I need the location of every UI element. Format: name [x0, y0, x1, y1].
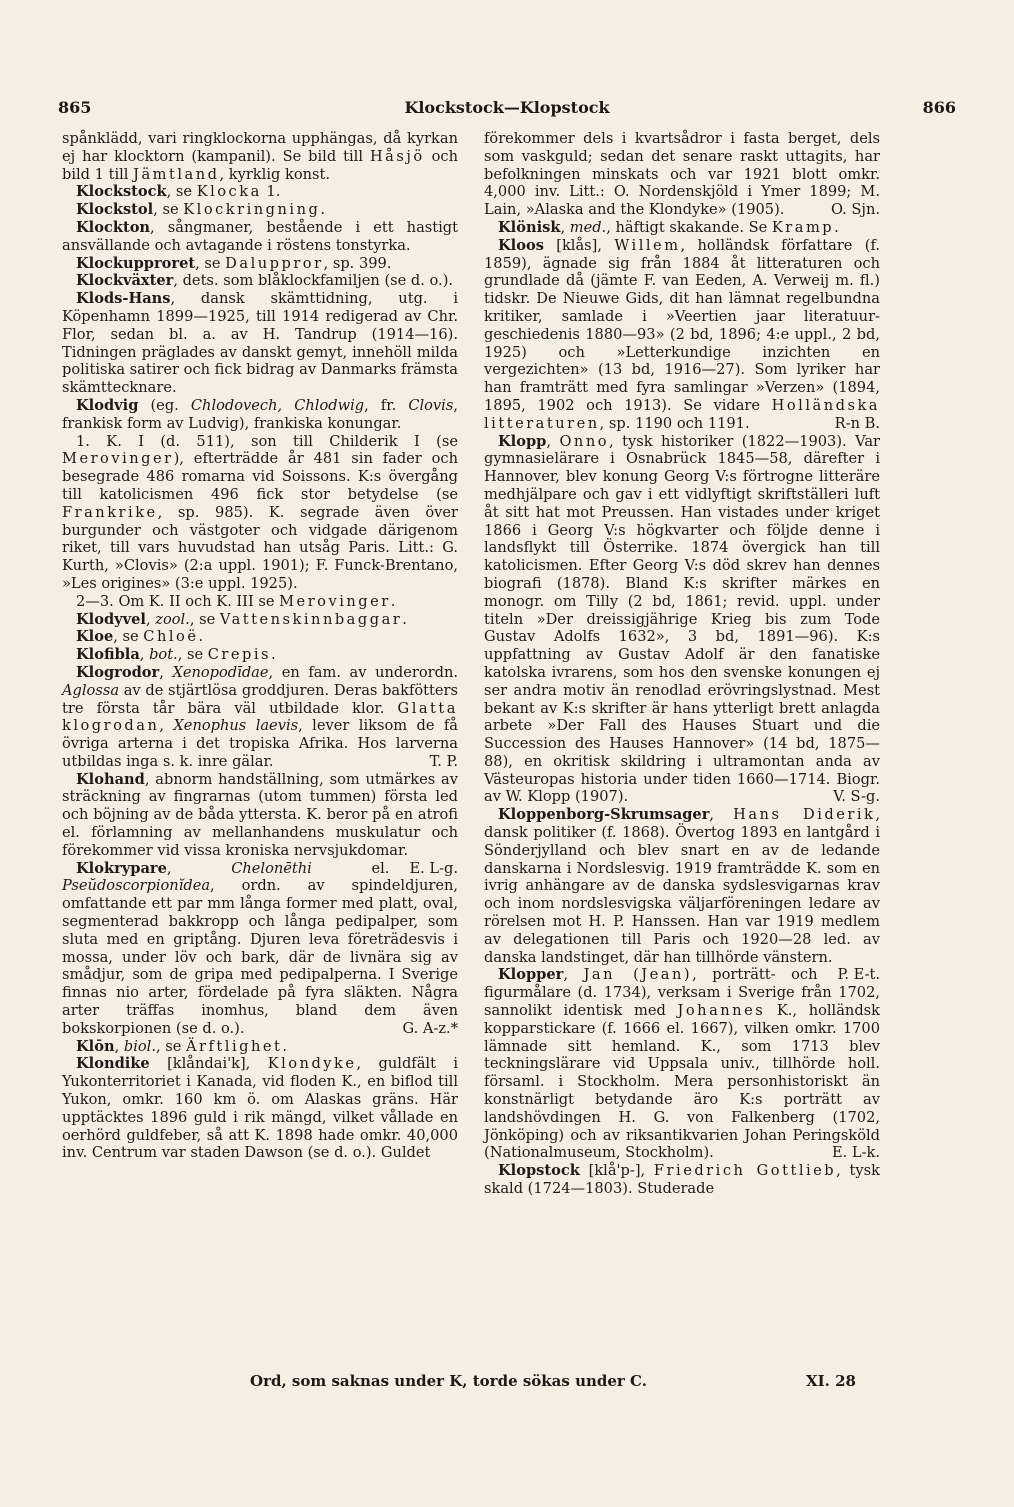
- entry-continuation: förekommer dels i kvartsådror i fasta berget, dels som vaskguld; sedan det senare raskt uttagits, har befolkningen minskats och var 1921 blott omkr. 4,000 inv. Litt.: O. Nordenskjöld i Ymer 1899; M. Lain, »Alaska and the Klondyke» (1905). O. Sjn.: [484, 130, 880, 219]
- entry-klopstock: Klopstock [klå'p-], Friedrich Gottlieb, tysk skald (1724—1803). Studerade: [484, 1162, 880, 1198]
- headword: Kloos: [498, 236, 544, 254]
- sheet-signature: XI. 28: [806, 1372, 856, 1390]
- entry-klockupproret: Klockupproret, se Daluppror, sp. 399.: [76, 254, 392, 272]
- headword: Klogrodor: [76, 663, 160, 681]
- author-signature: P. E-t.: [837, 966, 880, 984]
- running-head: Klockstock—Klopstock: [404, 98, 610, 117]
- entry-klodvig: Klodvig (eg. Chlodovech, Chlodwig, fr. Clovis, frankisk form av Ludvig), frankiska konungar.: [62, 396, 458, 432]
- headword: Klofibla: [76, 646, 140, 664]
- headword: Kloppenborg-Skrumsager: [498, 806, 710, 824]
- entry-kloppenborg: Kloppenborg-Skrumsager, Hans Diderik, dansk politiker (f. 1868). Övertog 1893 en lantgård i Sönderjylland och blev snart en av de ledande danskarna i Nordslesvig. 1919 framträdde K. som en ivrig anhängare av de danska sydslesvigarnas krav och inom nordslesvigska väljarföreningen ledare av rörelsen mot H. P. Hanssen. Han var 1919 medlem av delegationen till Paris och 1920—28 led. av danska landstinget, där han tillhörde vänstern. P. E-t.: [484, 806, 880, 984]
- entry-kloe: Kloe, se Chloë.: [76, 628, 204, 646]
- headword: Klokrypare: [76, 859, 167, 877]
- headword: Klockväxter: [76, 272, 174, 290]
- author-signature: G. A-z.*: [402, 1019, 458, 1037]
- entry-klon: Klōn, biol., se Ärftlighet.: [76, 1037, 288, 1055]
- entry-klodvig-1: 1. K. I (d. 511), son till Childerik I (se Merovinger), efterträdde år 481 sin fader och besegrade 486 romarna vid Soissons. K:s övergång till katolicismen 496 fick stor betydelse (se Frankrike, sp. 985). K. segrade även över burgunder och västgoter och vidgade därigenom riket, till vars huvudstad han utsåg Paris. Litt.: G. Kurth, »Clovis» (2:a uppl. 1901); F. Funck-Brentano, »Les origines» (3:e uppl. 1925).: [62, 432, 458, 592]
- page-header: [58, 98, 956, 122]
- headword: Kloe: [76, 628, 114, 646]
- headword: Klohand: [76, 770, 145, 788]
- headword: Klods-Hans: [76, 290, 171, 308]
- entry-kloos: Kloos [klås], Willem, holländsk författare (f. 1859), ägnade sig från 1884 åt litteraturen och grundlade då (jämte F. van Eeden, A. Verweij m. fl.) tidskr. De Nieuwe Gids, dit han lämnat regelbundna kritiker, samlade i »Veertien jaar literatuur-geschiedenis 1880—93» (2 bd, 1896; 4:e uppl., 2 bd, 1925) och »Letterkundige inzichten en vergezichten» (13 bd, 1916—27). Som lyriker har han framträtt med fyra samlingar »Verzen» (1894, 1895, 1902 och 1913). Se vidare Holländska litteraturen, sp. 1190 och 1191. R-n B.: [484, 236, 880, 432]
- entry-klonisk: Klönisk, med., häftigt skakande. Se Kramp.: [498, 218, 839, 236]
- headword: Klondike: [76, 1055, 150, 1073]
- entry-klopp: Klopp, Onno, tysk historiker (1822—1903). Var gymnasielärare i Osnabrück 1845—58, därefter i Hannover, blev konung Georg V:s förtrogne litteräre medhjälpare och gav i ett vidlyftigt skriftställeri luft åt sitt hat mot Preussen. Han vistades under kriget 1866 i Georg V:s högkvarter och följde denne i landsflykt till Österrike. 1874 övergick han till katolicismen. Efter Georg V:s död skrev han dennes biografi (1878). Bland K:s skrifter märkes en monogr. om Tilly (2 bd, 1861; revid. uppl. under titeln »Der dreissigjährige Krieg bis zum Tode Gustav Adolfs 1632», 3 bd, 1891—96). K:s uppfattning av Gustav Adolf är den fanatiske katolska ivrarens, som hos den svenske konungen ej ser andra motiv än renodlad erövringslystnad. Mest bekant av K:s skrifter är hans ytterligt brett anlagda arbete »Der Fall des Hauses Stuart und die Succession des Hauses Hannover» (14 bd, 1875—88), en okritisk skildring i ultramontan anda av Västeuropas historia under tiden 1660—1714. Biogr. av W. Klopp (1907). V. S-g.: [484, 432, 880, 806]
- entry-klockstol: Klockstol, se Klockringning.: [76, 201, 325, 219]
- headword: Klodvig: [76, 396, 139, 414]
- headword: Klopstock: [498, 1162, 580, 1180]
- entry-klondike: Klondike [klåndai'k], Klondyke, guldfält i Yukonterritoriet i Kanada, vid floden K., en biflod till Yukon, omkr. 160 km ö. om Alaskas gräns. Här upptäcktes 1896 guld i rik mängd, vilket vållade en oerhörd guldfeber, så att K. 1898 hade omkr. 40,000 inv. Centrum var staden Dawson (se d. o.). Guldet: [62, 1055, 458, 1162]
- entry-klods-hans: Klods-Hans, dansk skämttidning, utg. i Köpenhamn 1899—1925, till 1914 redigerad av Chr. Flor, sedan bl. a. av H. Tandrup (1914—16). Tidningen präglades av danskt gemyt, innehöll milda politiska satirer och fick bidrag av Danmarks främsta skämttecknare.: [62, 290, 458, 397]
- entry-klokrypare: Klokrypare, Chelonēthi el. Pseŭdoscorpionĭdea, ordn. av spindeldjuren, omfattande ett par mm långa former med platt, oval, segmenterad bakkropp och långa pedipalper, som sluta med en griptång. Djuren leva företrädesvis i mossa, under löv och bark, där de livnära sig av smådjur, som de gripa med pedipalperna. I Sverige finnas nio arter, fördelade på fyra släkten. Några arter träffas inomhus, bland dem även bokskorpionen (se d. o.). G. A-z.*: [62, 859, 458, 1037]
- entry-klockton: Klockton, sångmaner, bestående i ett hastigt ansvällande och avtagande i röstens tonstyrka.: [62, 218, 458, 254]
- left-column: [62, 130, 458, 1162]
- headword: Klockupproret: [76, 254, 196, 272]
- entry-klogrodor: Klogrodor, Xenopodīdae, en fam. av underordn. Aglossa av de stjärtlösa groddjuren. Deras bakfötters tre första tår bära väl utbildade klor. Glatta klogrodan, Xenophus laevis, lever liksom de få övriga arterna i det tropiska Afrika. Hos larverna utbildas inga s. k. inre gälar. T. P.: [62, 663, 459, 770]
- author-signature: E. L-k.: [831, 1144, 880, 1162]
- headword: Klodyvel: [76, 610, 146, 628]
- headword: Klopper: [498, 966, 564, 984]
- entry-continuation: spånklädd, vari ringklockorna upphängas, då kyrkan ej har klocktorn (kampanil). Se bild till Håsjö och bild 1 till Jämtland, kyrklig konst.: [62, 130, 458, 183]
- author-signature: V. S-g.: [833, 788, 880, 806]
- headword: Klönisk: [498, 218, 561, 236]
- right-column: [484, 130, 880, 1198]
- headword: Klōn: [76, 1037, 115, 1055]
- entry-klodyvel: Klodyvel, zool., se Vattenskinnbaggar.: [76, 610, 407, 628]
- entry-klockstock: Klockstock, se Klocka 1.: [76, 183, 281, 201]
- author-signature: O. Sjn.: [831, 201, 880, 219]
- footer-note: Ord, som saknas under K, torde sökas under C.: [250, 1372, 647, 1390]
- headword: Klockstol: [76, 201, 154, 219]
- entry-klodvig-2-3: 2—3. Om K. II och K. III se Merovinger.: [76, 592, 396, 610]
- headword: Klockton: [76, 218, 151, 236]
- entry-klopper: Klopper, Jan (Jean), porträtt- och figurmålare (d. 1734), verksam i Sverige från 1702, sannolikt identisk med Johannes K., holländsk kopparstickare (f. 1666 el. 1667), vilken omkr. 1700 lämnade sitt hemland. K., som 1713 blev teckningslärare vid Uppsala univ., tillhörde holl. församl. i Stockholm. Mera personhistoriskt än konstnärligt betydande äro K:s porträtt av landshövdingen H. G. von Falkenberg (1702, Jönköping) och av riksantikvarien Johan Peringsköld (Nationalmuseum, Stockholm). E. L-k.: [484, 966, 880, 1162]
- entry-klockvaxter: Klockväxter, dets. som blåklockfamiljen (se d. o.).: [76, 272, 454, 290]
- author-signature: T. P.: [429, 752, 458, 770]
- author-signature: R-n B.: [834, 414, 880, 432]
- page-number-right: 866: [922, 98, 956, 117]
- entry-klohand: Klohand, abnorm handställning, som utmärkes av sträckning av fingrarnas (utom tummen) första led och böjning av de båda yttersta. K. beror på en atrofi el. förlamning av mellanhandens muskulatur och förekommer vid vissa kroniska nervsjukdomar. E. L-g.: [62, 770, 458, 877]
- entry-klofibla: Klofibla, bot., se Crepis.: [76, 646, 276, 664]
- page-footer: [62, 1372, 956, 1394]
- page-number-left: 865: [58, 98, 92, 117]
- headword: Klockstock: [76, 183, 167, 201]
- headword: Klopp: [498, 432, 547, 450]
- author-signature: E. L-g.: [409, 859, 458, 877]
